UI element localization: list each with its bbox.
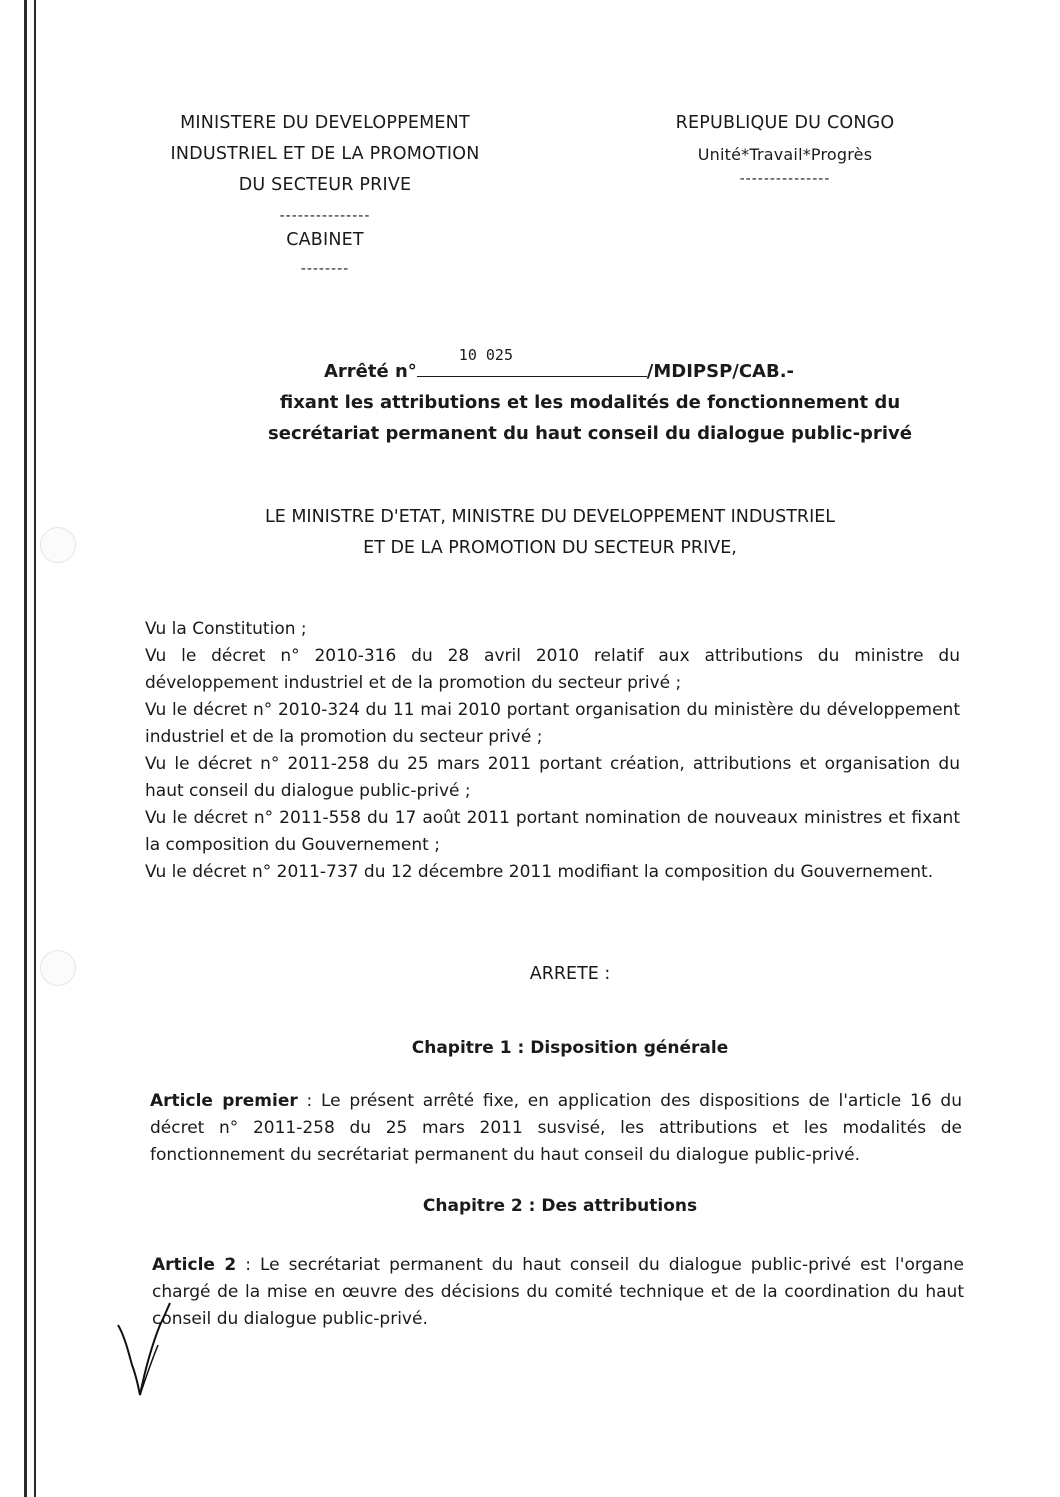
republic-name: REPUBLIQUE DU CONGO [675,113,895,133]
decree-subject-line-2: secrétariat permanent du haut conseil du dialogue public-privé [268,423,912,444]
visa-item: Vu le décret n° 2010-316 du 28 avril 2010 relatif aux attributions du ministre du développement industriel et de la promotion du secteur privé ; [145,646,960,693]
article-1-label: Article premier [150,1091,298,1111]
national-motto: Unité*Travail*Progrès [697,145,873,164]
decree-prefix: Arrêté n° [324,361,417,382]
page-edge-line-1 [24,0,27,1497]
article-1 [150,1088,962,1169]
separator: --------------- [279,208,371,224]
ministry-line-2: INDUSTRIEL ET DE LA PROMOTION [170,144,480,164]
decree-subject-line-1: fixant les attributions et les modalités de fonctionnement du [279,392,901,413]
article-1-text: : Le présent arrêté fixe, en application des dispositions de l'article 16 du décret n° 2011-258 du 25 mars 2011 susvisé, les attributions et les modalités de fonctionnement du secrétariat permanent du haut conseil du dialogue public-privé. [150,1091,962,1165]
decree-number: 10 025 [458,346,513,364]
separator: -------- [300,261,350,277]
decree-subject [200,387,980,449]
article-2 [152,1252,964,1333]
republic-header [620,108,950,186]
decree-suffix: /MDIPSP/CAB.- [646,361,795,382]
visa-item: Vu la Constitution ; [145,619,307,639]
visas-block [145,616,960,886]
minister-line-2: ET DE LA PROMOTION DU SECTEUR PRIVE, [363,538,737,558]
article-2-label: Article 2 [152,1255,237,1275]
chapter-1-heading: Chapitre 1 : Disposition générale [411,1038,729,1058]
decree-number-line [324,346,884,387]
handwritten-initials [110,1295,190,1405]
arrete-heading: ARRETE : [529,964,611,984]
visa-item: Vu le décret n° 2011-258 du 25 mars 2011 portant création, attributions et organisation du haut conseil du dialogue public-privé ; [145,754,960,801]
minister-line-1: LE MINISTRE D'ETAT, MINISTRE DU DEVELOPPEMENT INDUSTRIEL [264,507,836,527]
ministry-line-1: MINISTERE DU DEVELOPPEMENT [180,113,470,133]
visa-item: Vu le décret n° 2011-558 du 17 août 2011 portant nomination de nouveaux ministres et fixant la composition du Gouvernement ; [145,808,960,855]
page-edge-line-2 [34,0,36,1497]
visa-item: Vu le décret n° 2011-737 du 12 décembre 2011 modifiant la composition du Gouvernement. [145,862,934,882]
decree-number-blank [417,346,647,377]
ministry-header [120,108,530,276]
binder-hole [40,527,76,563]
chapter-2-heading: Chapitre 2 : Des attributions [422,1196,698,1216]
visa-item: Vu le décret n° 2010-324 du 11 mai 2010 portant organisation du ministère du développement industriel et de la promotion du secteur privé ; [145,700,960,747]
minister-title [140,502,960,564]
binder-hole [40,950,76,986]
cabinet-label: CABINET [286,230,364,250]
article-2-text: : Le secrétariat permanent du haut conseil du dialogue public-privé est l'organe chargé de la mise en œuvre des décisions du comité technique et de la coordination du haut conseil du dialogue public-privé. [152,1255,964,1329]
separator: --------------- [739,171,831,187]
ministry-line-3: DU SECTEUR PRIVE [238,175,412,195]
